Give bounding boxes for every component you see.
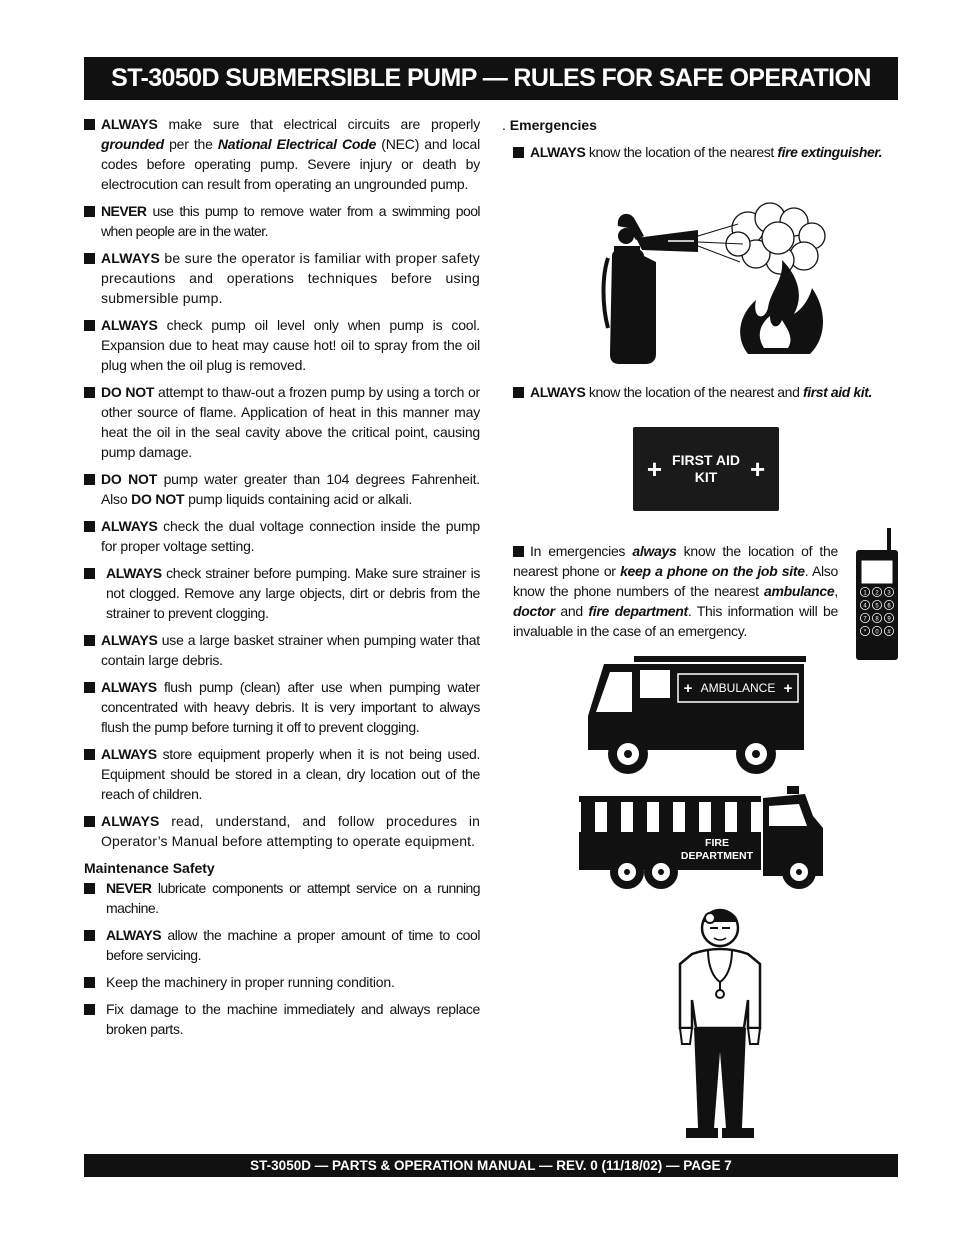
bullet-square-icon [84,387,95,398]
rule-item-dual-voltage: ALWAYS check the dual voltage connection inside the pump for proper voltage setting. [84,516,480,556]
rule-item-swimming-pool: NEVER use this pump to remove water from a swimming pool when people are in the water. [84,201,480,241]
rule-item-fire-extinguisher: ALWAYS know the location of the nearest fire extinguisher. [513,142,903,162]
bullet-square-icon [84,977,95,988]
bullet-square-icon [84,206,95,217]
bullet-square-icon [84,253,95,264]
rule-item-first-aid-kit: ALWAYS know the location of the nearest and first aid kit. [513,382,908,402]
phone-key-label: 6 [887,603,891,610]
fire-label-line1: FIRE [705,837,729,849]
phone-key-label: # [887,629,891,636]
phone-key-label: 4 [863,603,867,610]
phone-key-label: 3 [887,590,891,597]
maintenance-heading: Maintenance Safety [84,860,215,876]
rule-item-basket-strainer: ALWAYS use a large basket strainer when pumping water that contain large debris. [84,630,480,670]
rule-item-frozen-pump: DO NOT attempt to thaw-out a frozen pump by using a torch or other source of flame. Application of heat in this manner may heat the oil in the seal cavity above the critical point, causing pump damage. [84,382,480,462]
plus-icon: + [683,680,693,697]
ambulance-label: AMBULANCE [700,681,776,695]
maint-item-running-condition: Keep the machinery in proper running condition. [84,972,480,992]
first-aid-kit-illustration [633,427,779,511]
fire-extinguisher-illustration [598,196,833,366]
phone-key-label: 1 [863,590,867,597]
rule-item-oil-level: ALWAYS check pump oil level only when pump is cool. Expansion due to heat may cause hot! oil to spray from the oil plug when the oil plug is removed. [84,315,480,375]
first-aid-label-line2: KIT [694,469,718,485]
phone-key-label: 5 [875,603,879,610]
plus-icon: + [646,453,663,484]
rule-item-strainer-check: ALWAYS check strainer before pumping. Make sure strainer is not clogged. Remove any large objects, dirt or debris from the strainer to prevent clogging. [84,563,480,623]
bullet-square-icon [513,387,524,398]
doctor-illustration [672,902,768,1142]
bullet-square-icon [84,749,95,760]
bullet-square-icon [84,883,95,894]
phone-key-label: 7 [863,616,867,623]
fire-label-line2: DEPARTMENT [680,850,754,862]
bullet-square-icon [84,474,95,485]
page-title-text: ST-3050D SUBMERSIBLE PUMP — RULES FOR SAFE OPERATION [111,64,871,92]
ambulance-illustration [586,654,806,776]
rule-item-flush-pump: ALWAYS flush pump (clean) after use when pumping water concentrated with heavy debris. It is very important to always flush the pump before turning it off to prevent clogging. [84,677,480,737]
bullet-square-icon [513,147,524,158]
plus-icon: + [749,453,766,484]
rule-item-water-temperature: DO NOT pump water greater than 104 degrees Fahrenheit. Also DO NOT pump liquids containing acid or alkali. [84,469,480,509]
first-aid-label-line1: FIRST AID [672,452,740,468]
rule-item-operator-familiar: ALWAYS be sure the operator is familiar with proper safety precautions and operations techniques before using submersible pump. [84,248,480,308]
phone-key-label: * [863,629,867,636]
plus-icon: + [783,680,793,697]
bullet-square-icon [84,568,95,579]
rule-item-store-equipment: ALWAYS store equipment properly when it is not being used. Equipment should be stored in a clean, dry location out of the reach of children. [84,744,480,804]
bullet-square-icon [84,1004,95,1015]
rule-item-emergency-phone: In emergencies always know the location of the nearest phone or keep a phone on the job site. Also know the phone numbers of the nearest ambulance, doctor and fire department. This information will be invaluable in the case of an emergency. [513,543,838,639]
bullet-square-icon [84,816,95,827]
phone-key-label: 0 [875,629,879,636]
bullet-square-icon [84,635,95,646]
bullet-square-icon [513,546,524,557]
maint-item-cool-down: ALWAYS allow the machine a proper amount of time to cool before servicing. [84,925,480,965]
rule-item-grounding: ALWAYS make sure that electrical circuits are properly grounded per the National Electrical Code (NEC) and local codes before operating pump. Severe injury or death by electrocution can result from operating an ungrounded pump. [84,114,480,194]
fire-truck-illustration [577,786,825,890]
footer-text: ST-3050D — PARTS & OPERATION MANUAL — REV. 0 (11/18/02) — PAGE 7 [250,1158,732,1173]
bullet-square-icon [84,682,95,693]
rule-item-read-manual: ALWAYS read, understand, and follow procedures in Operator’s Manual before attempting to operate equipment. [84,811,480,851]
bullet-square-icon [84,930,95,941]
phone-key-label: 2 [875,590,879,597]
emergencies-heading: . Emergencies [502,117,597,133]
bullet-square-icon [84,521,95,532]
left-column [84,114,480,1046]
bullet-square-icon [84,119,95,130]
phone-key-label: 8 [875,616,879,623]
bullet-square-icon [84,320,95,331]
maint-item-never-lubricate: NEVER lubricate components or attempt service on a running machine. [84,878,480,918]
page-footer [84,1154,898,1177]
phone-key-label: 9 [887,616,891,623]
maint-item-fix-damage: Fix damage to the machine immediately and always replace broken parts. [84,999,480,1039]
page-title [84,57,898,100]
mobile-phone-illustration [855,528,900,662]
